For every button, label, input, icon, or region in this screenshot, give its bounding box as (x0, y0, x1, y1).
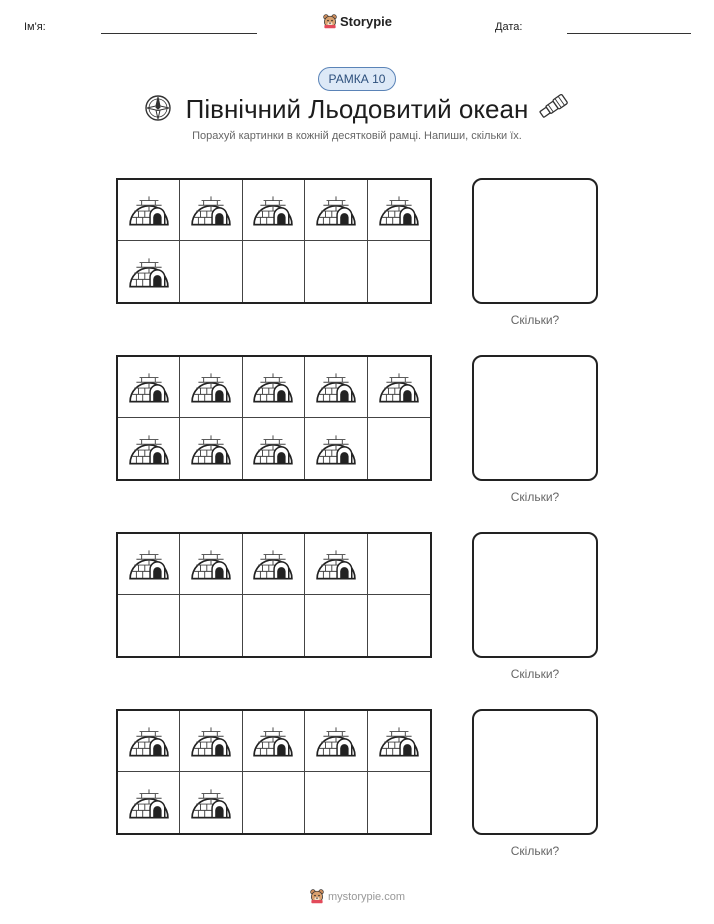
frame-cell (243, 357, 305, 418)
answer-label: Скільки? (510, 313, 560, 327)
igloo-icon (128, 723, 170, 759)
frame-cell (243, 534, 305, 595)
frame-cell (305, 241, 367, 302)
footer-url[interactable]: mystorypie.com (327, 891, 406, 903)
igloo-icon (252, 369, 294, 405)
answer-box[interactable] (472, 709, 598, 835)
frame-cell (305, 595, 367, 656)
igloo-icon (252, 192, 294, 228)
frame-cell (118, 241, 180, 302)
igloo-icon (252, 431, 294, 467)
frame-cell (368, 534, 430, 595)
igloo-icon (190, 546, 232, 582)
frame-cell (180, 772, 242, 833)
frame-cell (305, 772, 367, 833)
ten-frame (116, 532, 432, 658)
igloo-icon (190, 192, 232, 228)
frame-cell (305, 711, 367, 772)
answer-label: Скільки? (510, 490, 560, 504)
answer-label: Скільки? (510, 844, 560, 858)
frame-badge: РАМКА 10 (318, 67, 396, 91)
igloo-icon (378, 369, 420, 405)
bear-icon (322, 13, 338, 29)
frame-cell (243, 180, 305, 241)
igloo-icon (252, 546, 294, 582)
igloo-icon (378, 192, 420, 228)
igloo-icon (252, 723, 294, 759)
frame-cell (118, 418, 180, 479)
frame-cell (180, 180, 242, 241)
frame-cell (368, 241, 430, 302)
footer (0, 888, 714, 904)
date-label: Дата: (495, 21, 523, 33)
spyglass-icon (537, 90, 571, 122)
igloo-icon (315, 546, 357, 582)
page-title: Північний Льодовитий океан (185, 94, 529, 124)
frame-cell (243, 418, 305, 479)
instructions: Порахуй картинки в кожній десятковій рамці. Напиши, скільки їх. (192, 130, 522, 142)
frame-cell (118, 357, 180, 418)
frame-cell (180, 534, 242, 595)
date-line[interactable] (567, 33, 691, 34)
igloo-icon (128, 192, 170, 228)
frame-cell (305, 418, 367, 479)
frame-cell (180, 418, 242, 479)
frame-cell (118, 772, 180, 833)
igloo-icon (128, 369, 170, 405)
frame-cell (243, 772, 305, 833)
frame-cell (118, 711, 180, 772)
igloo-icon (190, 723, 232, 759)
frame-cell (368, 418, 430, 479)
frame-cell (368, 180, 430, 241)
frame-cell (368, 595, 430, 656)
ten-frame (116, 709, 432, 835)
igloo-icon (128, 546, 170, 582)
frame-cell (368, 772, 430, 833)
igloo-icon (128, 785, 170, 821)
frame-cell (180, 595, 242, 656)
brand-name: Storypie (339, 14, 392, 29)
frame-cell (243, 241, 305, 302)
ten-frame (116, 355, 432, 481)
frame-cell (243, 711, 305, 772)
frame-cell (118, 534, 180, 595)
frame-cell (118, 595, 180, 656)
igloo-icon (128, 431, 170, 467)
igloo-icon (128, 254, 170, 290)
igloo-icon (378, 723, 420, 759)
igloo-icon (190, 369, 232, 405)
frame-cell (368, 357, 430, 418)
answer-label: Скільки? (510, 667, 560, 681)
frame-cell (118, 180, 180, 241)
frame-cell (180, 241, 242, 302)
igloo-icon (190, 785, 232, 821)
frame-cell (243, 595, 305, 656)
frame-cell (180, 711, 242, 772)
frame-cell (368, 711, 430, 772)
answer-box[interactable] (472, 355, 598, 481)
answer-box[interactable] (472, 178, 598, 304)
igloo-icon (315, 369, 357, 405)
bear-icon (309, 888, 325, 904)
igloo-icon (190, 431, 232, 467)
answer-box[interactable] (472, 532, 598, 658)
frame-cell (180, 357, 242, 418)
name-label: Ім'я: (24, 21, 46, 33)
storypie-logo (0, 13, 714, 29)
frame-cell (305, 357, 367, 418)
frame-cell (305, 534, 367, 595)
frame-cell (305, 180, 367, 241)
name-line[interactable] (101, 33, 257, 34)
ten-frame (116, 178, 432, 304)
igloo-icon (315, 192, 357, 228)
igloo-icon (315, 431, 357, 467)
igloo-icon (315, 723, 357, 759)
